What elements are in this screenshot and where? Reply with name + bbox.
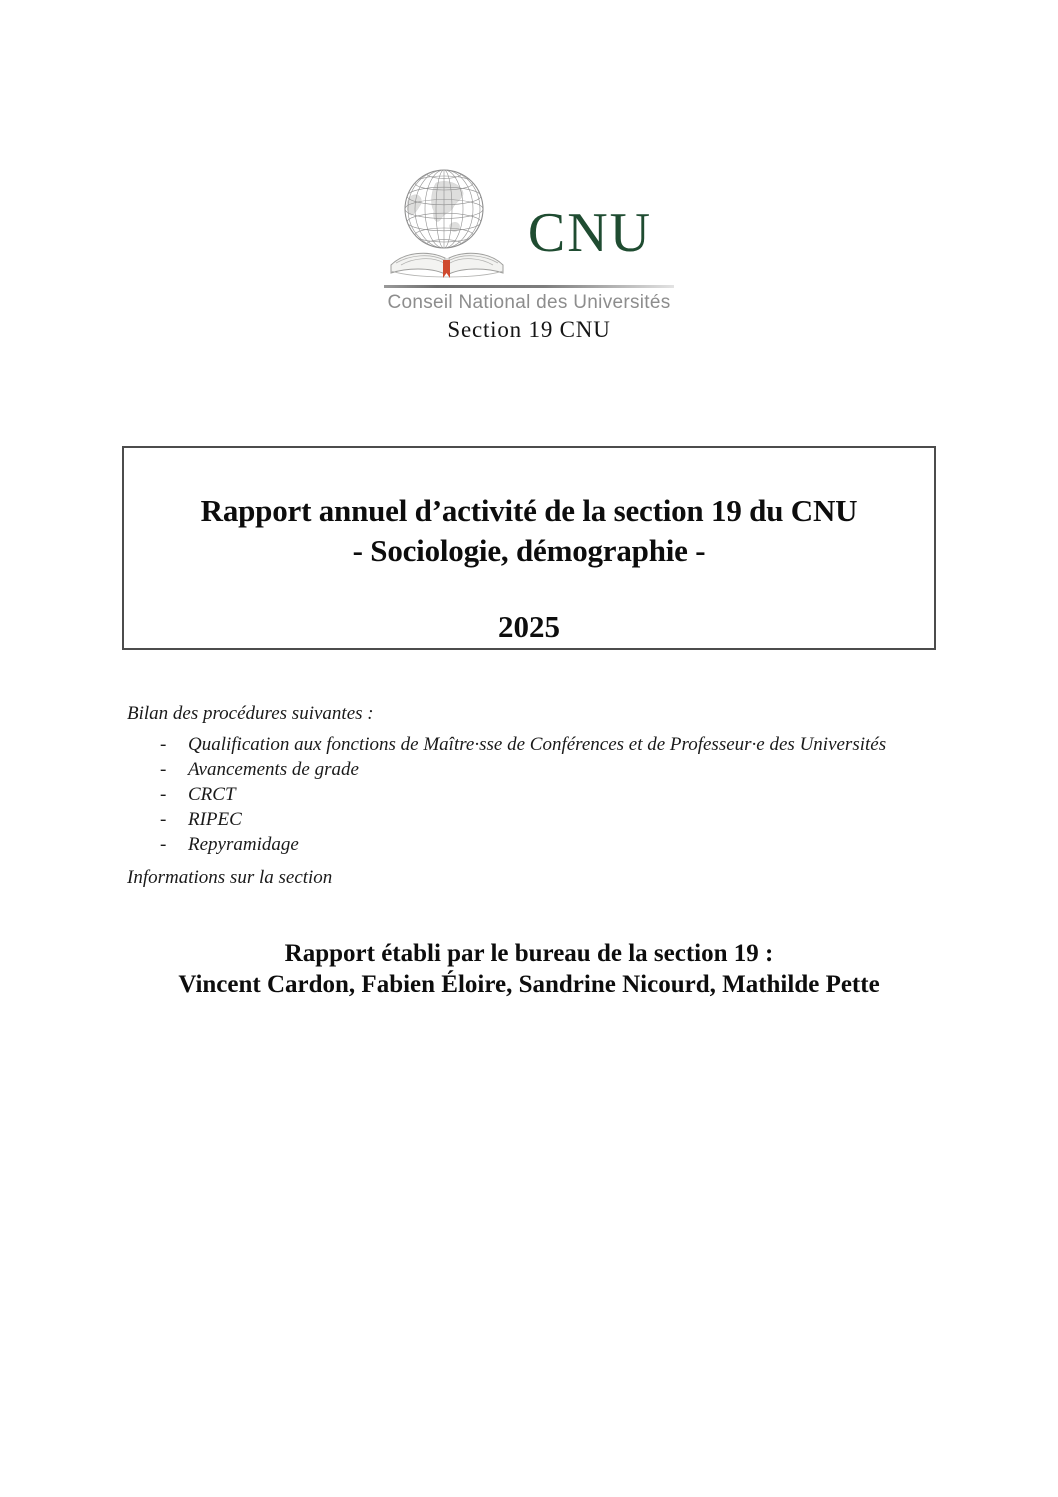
report-title-line1: Rapport annuel d’activité de la section 19 du CNU — [200, 493, 858, 528]
section-label: Section 19 CNU — [447, 317, 611, 342]
cnu-logo-row — [386, 166, 652, 286]
cnu-acronym: CNU — [527, 202, 653, 264]
list-item — [127, 757, 937, 782]
list-item-label: CRCT — [188, 784, 236, 805]
open-book-icon — [391, 253, 503, 278]
dash-bullet: - — [160, 759, 167, 780]
list-item — [127, 732, 937, 757]
bookmark-ribbon-icon — [443, 260, 450, 278]
report-title-box — [122, 446, 936, 650]
list-item — [127, 832, 937, 857]
list-item — [127, 782, 937, 807]
procedures-summary — [127, 701, 937, 890]
dash-bullet: - — [160, 834, 167, 855]
list-item — [127, 807, 937, 832]
summary-intro: Bilan des procédures suivantes : — [127, 703, 374, 724]
authors-names: Vincent Cardon, Fabien Éloire, Sandrine Nicourd, Mathilde Pette — [178, 971, 880, 998]
dash-bullet: - — [160, 809, 167, 830]
organization-name: Conseil National des Universités — [387, 292, 671, 313]
summary-outro: Informations sur la section — [127, 867, 333, 888]
dash-bullet: - — [160, 734, 167, 755]
list-item-label: Repyramidage — [188, 834, 299, 855]
cnu-logo-block — [0, 166, 1058, 343]
report-year: 2025 — [498, 609, 560, 644]
dash-bullet: - — [160, 784, 167, 805]
authors-block — [0, 938, 1058, 1000]
list-item-label: Qualification aux fonctions de Maître·sse de Conférences et de Professeur·e des Universités — [188, 734, 887, 755]
list-item-label: Avancements de grade — [188, 759, 359, 780]
list-item-label: RIPEC — [188, 809, 242, 830]
report-title-line2: - Sociologie, démographie - — [352, 533, 706, 568]
authors-heading: Rapport établi par le bureau de la section 19 : — [284, 940, 774, 967]
globe-book-icon — [386, 166, 508, 286]
procedures-list — [127, 732, 937, 857]
